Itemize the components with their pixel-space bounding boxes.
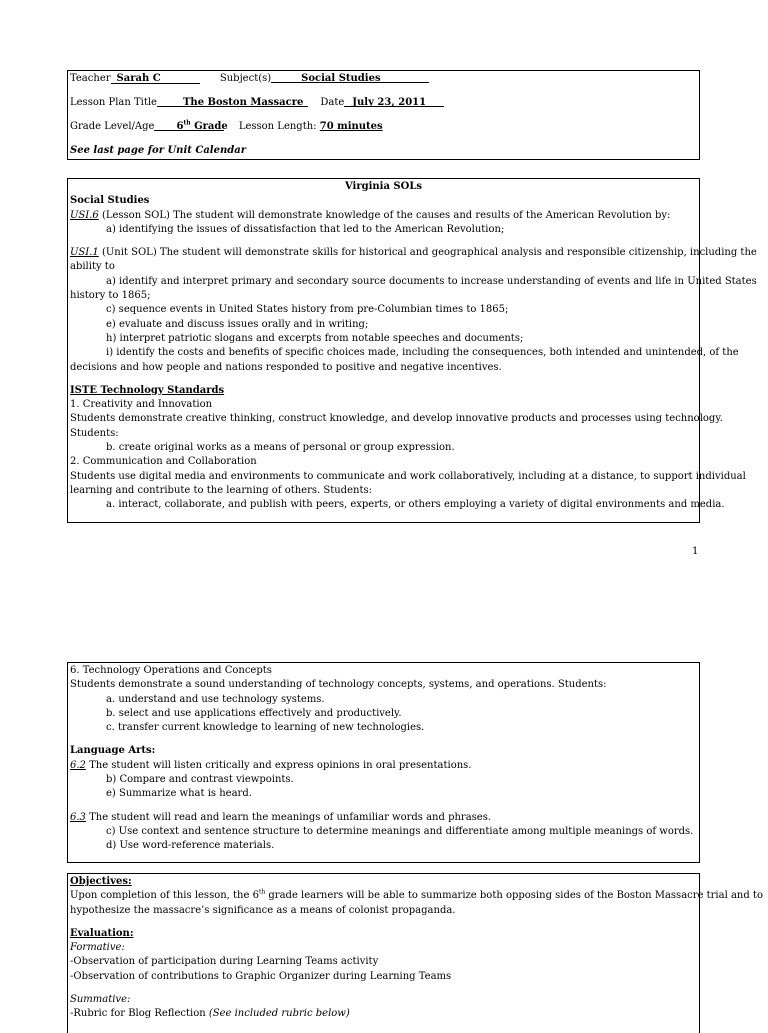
usi1-a-cont: history to 1865; <box>70 290 151 302</box>
virginia-sols-box <box>67 178 757 523</box>
teacher-value: Sarah C <box>111 72 200 84</box>
teacher-label: Teacher <box>70 73 111 84</box>
sols-continued-box <box>67 662 700 863</box>
iste1-b: b. create original works as a means of personal or group expression. <box>106 442 455 454</box>
usi1-i-cont: decisions and how people and nations responded to positive and negative incentives. <box>70 361 502 373</box>
la-6-3-standard: 6.3 The student will read and learn the meanings of unfamiliar words and phrases. <box>70 811 492 823</box>
iste2-text: Students use digital media and environments to communicate and work collaboratively, including at a distance, to support individual <box>70 470 746 482</box>
objectives-heading: Objectives: <box>70 876 132 887</box>
usi1-i: i) identify the costs and benefits of specific choices made, including the consequences, both intended and unintended, of the <box>106 347 739 359</box>
iste6-text: Students demonstrate a sound understanding of technology concepts, systems, and operations. Students: <box>70 679 607 691</box>
formative-label: Formative: <box>70 942 125 954</box>
evaluation-heading: Evaluation: <box>70 927 134 939</box>
subject-value: Social Studies <box>271 72 429 83</box>
social-studies-heading: Social Studies <box>70 195 150 207</box>
la-6-2-b: b) Compare and contrast viewpoints. <box>106 774 294 786</box>
objectives-text: Upon completion of this lesson, the 6th grade learners will be able to summarize both opposing sides of the Boston Massacre trial and to <box>70 888 763 902</box>
subject-label: Subject(s) <box>219 73 272 84</box>
unit-calendar-note: See last page for Unit Calendar <box>70 145 246 156</box>
iste6-title: 6. Technology Operations and Concepts <box>70 665 272 676</box>
lesson-header-box <box>67 70 700 160</box>
grade-length-line <box>70 120 383 134</box>
usi1-standard-cont: ability to <box>70 261 115 273</box>
iste2-text-cont: learning and contribute to the learning of others. Students: <box>70 484 372 496</box>
iste6-a: a. understand and use technology systems. <box>106 693 325 705</box>
iste6-b: b. select and use applications effectively and productively. <box>106 707 402 719</box>
lesson-title-value: The Boston Massacre <box>157 96 308 107</box>
iste1-text: Students demonstrate creative thinking, construct knowledge, and develop innovative products and processes using technology. <box>70 413 723 425</box>
iste2-title: 2. Communication and Collaboration <box>70 456 257 468</box>
usi1-h: h) interpret patriotic slogans and excerpts from notable speeches and documents; <box>106 332 524 344</box>
usi6-a: a) identifying the issues of dissatisfaction that led to the American Revolution; <box>106 223 505 235</box>
usi1-a: a) identify and interpret primary and secondary source documents to increase understanding of events and life in United States <box>106 275 757 287</box>
lesson-title-label: Lesson Plan Title <box>70 97 157 108</box>
objectives-box <box>67 873 763 1033</box>
length-label: Lesson Length: <box>238 121 317 132</box>
iste-heading: ISTE Technology Standards <box>70 384 225 396</box>
la-6-3-d: d) Use word-reference materials. <box>106 840 275 852</box>
formative-item-1: -Observation of participation during Learning Teams activity <box>70 956 379 968</box>
page-number: 1 <box>692 546 699 557</box>
length-value: 70 minutes <box>319 121 383 132</box>
iste1-text-cont: Students: <box>70 427 119 439</box>
formative-item-2: -Observation of contributions to Graphic Organizer during Learning Teams <box>70 970 452 982</box>
language-arts-heading: Language Arts: <box>70 745 156 757</box>
summative-item-1: -Rubric for Blog Reflection (See included rubric below) <box>70 1008 350 1020</box>
la-6-2-e: e) Summarize what is heard. <box>106 788 252 800</box>
la-6-3-c: c) Use context and sentence structure to determine meanings and differentiate among multiple meanings of words. <box>106 825 694 837</box>
usi1-standard: USI.1 (Unit SOL) The student will demonstrate skills for historical and geographical analysis and responsible citizenship, including the <box>70 247 757 259</box>
usi1-e: e) evaluate and discuss issues orally and in writing; <box>106 318 369 330</box>
iste1-title: 1. Creativity and Innovation <box>70 399 213 411</box>
iste6-c: c. transfer current knowledge to learning of new technologies. <box>106 722 425 734</box>
date-value: July 23, 2011 <box>344 96 444 107</box>
grade-value: 6th Grade <box>154 120 224 131</box>
summative-label: Summative: <box>70 994 131 1006</box>
iste2-a: a. interact, collaborate, and publish with peers, experts, or others employing a variety of digital environments and media. <box>106 499 725 511</box>
objectives-text-cont: hypothesize the massacre’s significance as a means of colonist propaganda. <box>70 904 456 916</box>
grade-label: Grade Level/Age <box>70 121 155 132</box>
usi1-c: c) sequence events in United States history from pre-Columbian times to 1865; <box>106 304 509 316</box>
sols-title: Virginia SOLs <box>344 181 423 192</box>
teacher-subject-line <box>70 72 429 86</box>
title-date-line <box>70 96 444 110</box>
la-6-2-standard: 6.2 The student will listen critically and express opinions in oral presentations. <box>70 759 472 771</box>
usi6-standard: USI.6 (Lesson SOL) The student will demonstrate knowledge of the causes and results of the American Revolution by: <box>70 209 671 221</box>
date-label: Date <box>320 97 345 108</box>
